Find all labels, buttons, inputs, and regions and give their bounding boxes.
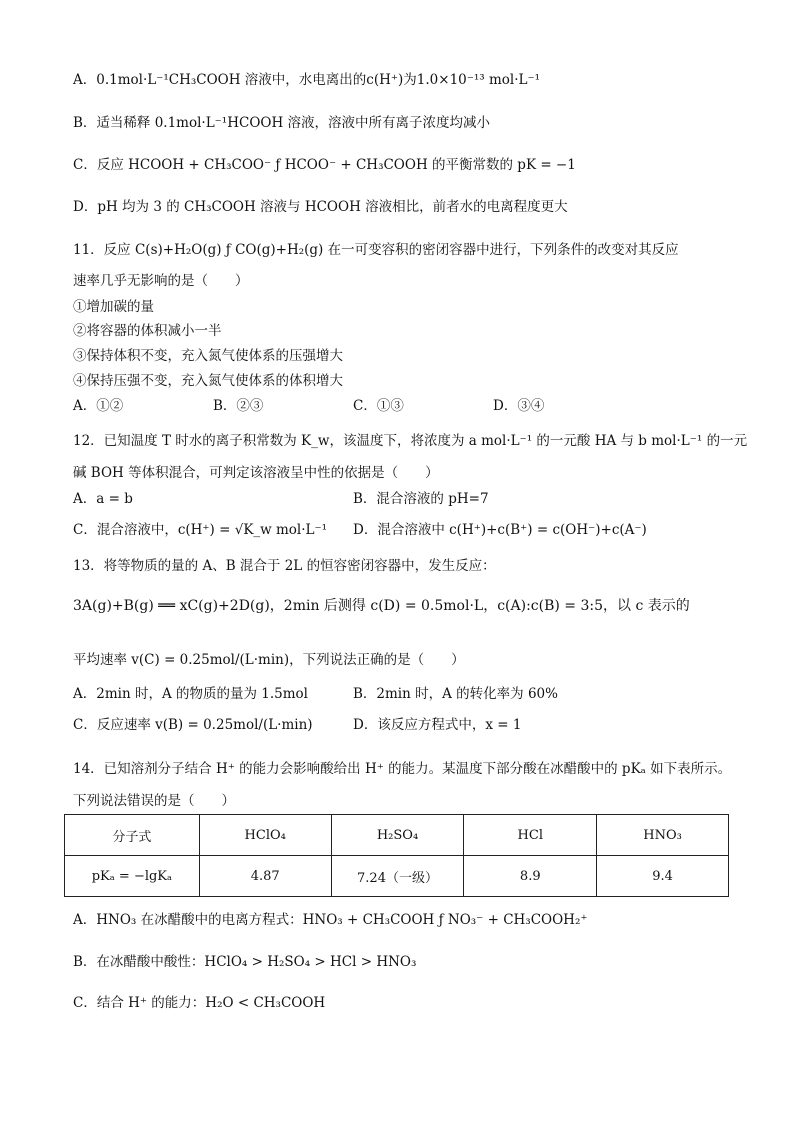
q14-stem-line1: 14．已知溶剂分子结合 H⁺ 的能力会影响酸给出 H⁺ 的能力。某温度下部分酸在冰醋酸中的 pKₐ 如下表所示。 xyxy=(73,761,732,777)
q12-option-b: B．混合溶液的 pH=7 xyxy=(353,491,489,507)
q12-option-d: D．混合溶液中 c(H⁺)+c(B⁺) = c(OH⁻)+c(A⁻) xyxy=(353,522,647,538)
table-row xyxy=(65,856,729,897)
q11-item-2: ②将容器的体积减小一半 xyxy=(73,323,222,339)
table-cell: 8.9 xyxy=(464,856,597,897)
q12-option-c: C．混合溶液中，c(H⁺) = √K_w mol·L⁻¹ xyxy=(73,522,328,538)
q12-stem-line2: 碱 BOH 等体积混合，可判定该溶液呈中性的依据是（ ） xyxy=(73,465,439,481)
q10-option-c: C．反应 HCOOH + CH₃COO⁻ ƒ HCOO⁻ + CH₃COOH 的平衡常数的 pK = −1 xyxy=(73,157,576,173)
table-header-cell: HCl xyxy=(464,815,597,856)
q14-stem-line2: 下列说法错误的是（ ） xyxy=(73,793,235,809)
q11-item-1: ①增加碳的量 xyxy=(73,299,154,315)
q13-option-a: A．2min 时，A 的物质的量为 1.5mol xyxy=(73,686,308,702)
q14-option-c: C．结合 H⁺ 的能力：H₂O < CH₃COOH xyxy=(73,995,326,1011)
q14-option-b: B．在冰醋酸中酸性：HClO₄ > H₂SO₄ > HCl > HNO₃ xyxy=(73,954,417,970)
q13-stem-line2: 3A(g)+B(g) ══ xC(g)+2D(g)，2min 后测得 c(D) = 0.5mol·L，c(A):c(B) = 3:5，以 c 表示的 xyxy=(73,598,690,614)
table-cell: pKₐ = −lgKₐ xyxy=(65,856,200,897)
q13-option-d: D．该反应方程式中，x = 1 xyxy=(353,717,522,733)
q10-option-b: B．适当稀释 0.1mol·L⁻¹HCOOH 溶液，溶液中所有离子浓度均减小 xyxy=(73,115,491,131)
q11-stem-line2: 速率几乎无影响的是（ ） xyxy=(73,273,249,289)
q11-option-a: A．①② xyxy=(73,398,124,414)
table-header-cell: HClO₄ xyxy=(199,815,331,856)
q10-option-a: A．0.1mol·L⁻¹CH₃COOH 溶液中，水电离出的c(H⁺)为1.0×10⁻¹³ mol·L⁻¹ xyxy=(73,72,541,88)
table-row xyxy=(65,815,729,856)
q13-option-c: C．反应速率 v(B) = 0.25mol/(L·min) xyxy=(73,717,313,733)
q14-option-a: A．HNO₃ 在冰醋酸中的电离方程式：HNO₃ + CH₃COOH ƒ NO₃⁻ + CH₃COOH₂⁺ xyxy=(73,912,588,928)
table-cell: 9.4 xyxy=(597,856,729,897)
q11-option-c: C．①③ xyxy=(353,398,404,414)
table-header-cell: H₂SO₄ xyxy=(331,815,464,856)
pka-table xyxy=(64,814,729,897)
q13-option-b: B．2min 时，A 的转化率为 60% xyxy=(353,686,558,702)
table-cell: 7.24（一级） xyxy=(331,856,464,897)
q13-stem-line3: 平均速率 v(C) = 0.25mol/(L·min)，下列说法正确的是（ ） xyxy=(73,652,465,668)
q11-item-3: ③保持体积不变，充入氮气使体系的压强增大 xyxy=(73,348,343,364)
q11-item-4: ④保持压强不变，充入氮气使体系的体积增大 xyxy=(73,373,343,389)
q12-option-a: A．a = b xyxy=(73,491,133,507)
q11-option-b: B．②③ xyxy=(213,398,264,414)
q12-stem-line1: 12．已知温度 T 时水的离子积常数为 K_w，该温度下，将浓度为 a mol·L⁻¹ 的一元酸 HA 与 b mol·L⁻¹ 的一元 xyxy=(73,433,748,449)
q11-stem-line1: 11．反应 C(s)+H₂O(g) ƒ CO(g)+H₂(g) 在一可变容积的密闭容器中进行，下列条件的改变对其反应 xyxy=(73,242,679,258)
table-header-cell: 分子式 xyxy=(65,815,200,856)
q10-option-d: D．pH 均为 3 的 CH₃COOH 溶液与 HCOOH 溶液相比，前者水的电离程度更大 xyxy=(73,199,568,215)
table-header-cell: HNO₃ xyxy=(597,815,729,856)
q11-option-d: D．③④ xyxy=(493,398,545,414)
q13-stem-line1: 13．将等物质的量的 A、B 混合于 2L 的恒容密闭容器中，发生反应： xyxy=(73,558,496,574)
table-cell: 4.87 xyxy=(199,856,331,897)
